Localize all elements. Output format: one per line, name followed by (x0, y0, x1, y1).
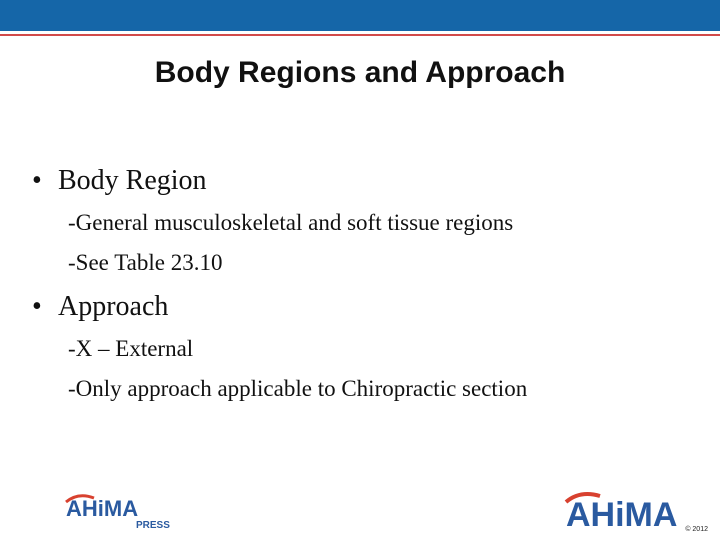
svg-text:PRESS: PRESS (136, 520, 170, 531)
ahima-logo (562, 488, 702, 532)
sub-item: -General musculoskeletal and soft tissue regions (68, 210, 514, 235)
ahima-press-logo (64, 488, 184, 532)
header-bar (0, 0, 720, 31)
bullet-body-region (32, 164, 207, 198)
bullet-approach (32, 290, 168, 324)
svg-text:AHiMA: AHiMA (566, 496, 678, 532)
header-accent-line (0, 34, 720, 36)
sub-item: -Only approach applicable to Chiropractic section (68, 376, 528, 401)
slide-title: Body Regions and Approach (154, 56, 566, 89)
copyright-text: © 2012 (685, 526, 708, 533)
sub-item: -X – External (68, 336, 194, 361)
bullet-label: Approach (58, 291, 169, 322)
sub-item: -See Table 23.10 (68, 250, 223, 275)
svg-text:AHiMA: AHiMA (66, 496, 139, 521)
bullet-label: Body Region (58, 165, 207, 196)
bullet-icon: • (32, 291, 42, 322)
bullet-icon: • (32, 165, 42, 196)
